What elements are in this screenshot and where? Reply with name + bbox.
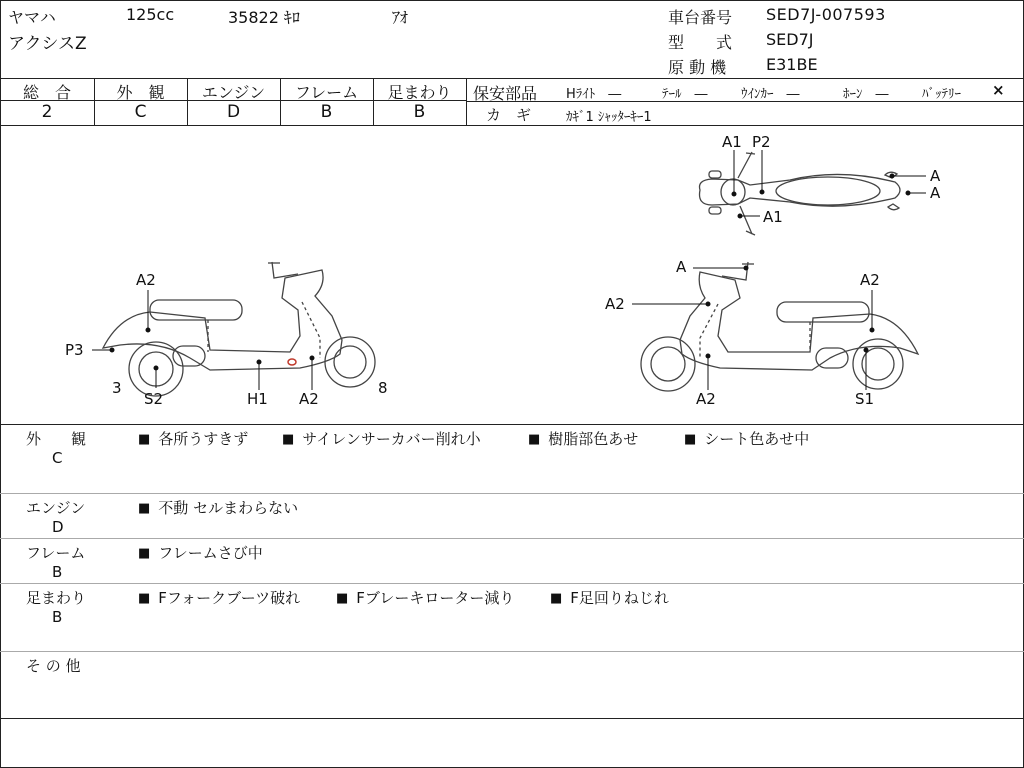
overall-score: 2	[41, 102, 53, 122]
label-top-p2: P2	[752, 133, 771, 151]
type-value: SED7J	[766, 30, 814, 49]
label-right-s1: S1	[855, 390, 875, 408]
note-grade-exterior: C	[52, 449, 63, 467]
note-item: ■ 樹脂部色あせ	[528, 428, 638, 449]
divider	[466, 78, 467, 125]
divider	[0, 651, 1024, 652]
key-label: カ ギ	[486, 106, 532, 124]
safety-label: 保安部品	[473, 84, 538, 103]
engine-label: 原 動 機	[668, 58, 727, 77]
note-grade-engine: D	[52, 518, 64, 536]
note-label-engine: エンジン	[26, 499, 86, 517]
label-right-a2-right: A2	[860, 271, 880, 289]
divider	[0, 424, 1024, 425]
key-value: ｶｷﾞ1 ｼｬｯﾀｰｷｰ1	[566, 110, 652, 125]
note-item: ■ Fフォークブーツ破れ	[138, 587, 300, 608]
note-grade-suspension: B	[52, 608, 63, 626]
displacement: 125cc	[126, 5, 175, 24]
divider	[0, 493, 1024, 494]
frame-number: SED7J-007593	[766, 5, 886, 24]
label-left-a2-bottom: A2	[299, 390, 319, 408]
suspension-score-label: 足まわり	[387, 83, 452, 102]
note-item: ■ F足回りねじれ	[550, 587, 669, 608]
body-color: ｱｵ	[392, 8, 409, 27]
type-label: 型 式	[668, 33, 733, 52]
divider	[0, 583, 1024, 584]
engine-score: D	[226, 102, 241, 122]
note-item: ■ Fブレーキローター減り	[336, 587, 514, 608]
note-item: ■ サイレンサーカバー削れ小	[282, 428, 481, 449]
label-left-a2: A2	[136, 271, 156, 289]
horn-status: ﾎｰﾝ ―	[843, 87, 889, 102]
frame-score-label: フレーム	[294, 83, 359, 102]
label-left-8: 8	[378, 379, 388, 397]
label-left-3: 3	[112, 379, 122, 397]
label-right-a2-bottom: A2	[696, 390, 716, 408]
mileage: 35822 ｷﾛ	[228, 8, 300, 27]
note-item: ■ 各所うすきず	[138, 428, 248, 449]
note-item: ■ フレームさび中	[138, 542, 263, 563]
scooter-damage-diagram	[0, 126, 1024, 424]
note-item: ■ 不動 セルまわらない	[138, 497, 298, 518]
divider	[0, 718, 1024, 719]
engine-score-label: エンジン	[201, 83, 266, 102]
label-top-a-lower: A	[930, 184, 941, 202]
winker-status: ｳｲﾝｶｰ ―	[741, 87, 800, 102]
label-right-a: A	[676, 258, 687, 276]
label-right-a2-left: A2	[605, 295, 625, 313]
note-label-other: そ の 他	[26, 657, 81, 675]
note-label-exterior: 外 観	[26, 430, 87, 448]
divider	[0, 538, 1024, 539]
maker: ヤマハ	[8, 8, 56, 27]
label-top-a1: A1	[722, 133, 742, 151]
suspension-score: B	[413, 102, 426, 122]
divider	[0, 78, 1024, 79]
scooter-top-view	[700, 152, 901, 235]
headlight-status: Hﾗｲﾄ ―	[566, 87, 622, 102]
taillight-status: ﾃｰﾙ ―	[662, 87, 708, 102]
frame-score: B	[320, 102, 333, 122]
frame-number-label: 車台番号	[668, 8, 733, 27]
note-label-suspension: 足まわり	[26, 589, 87, 607]
battery-missing-mark: ×	[992, 81, 1005, 99]
label-top-a1-lower: A1	[763, 208, 783, 226]
model-name: アクシスZ	[8, 34, 87, 54]
exterior-score: C	[134, 102, 147, 122]
note-label-frame: フレーム	[26, 544, 86, 562]
label-left-s2: S2	[144, 390, 164, 408]
label-left-p3: P3	[65, 341, 84, 359]
damage-marker	[288, 359, 296, 365]
label-left-h1: H1	[247, 390, 268, 408]
label-top-a-upper: A	[930, 167, 941, 185]
engine-value: E31BE	[766, 55, 818, 74]
exterior-label: 外 観	[116, 83, 165, 102]
note-item: ■ シート色あせ中	[684, 428, 809, 449]
battery-label: ﾊﾞｯﾃﾘｰ	[922, 87, 961, 102]
overall-label: 総 合	[22, 83, 71, 102]
note-grade-frame: B	[52, 563, 63, 581]
